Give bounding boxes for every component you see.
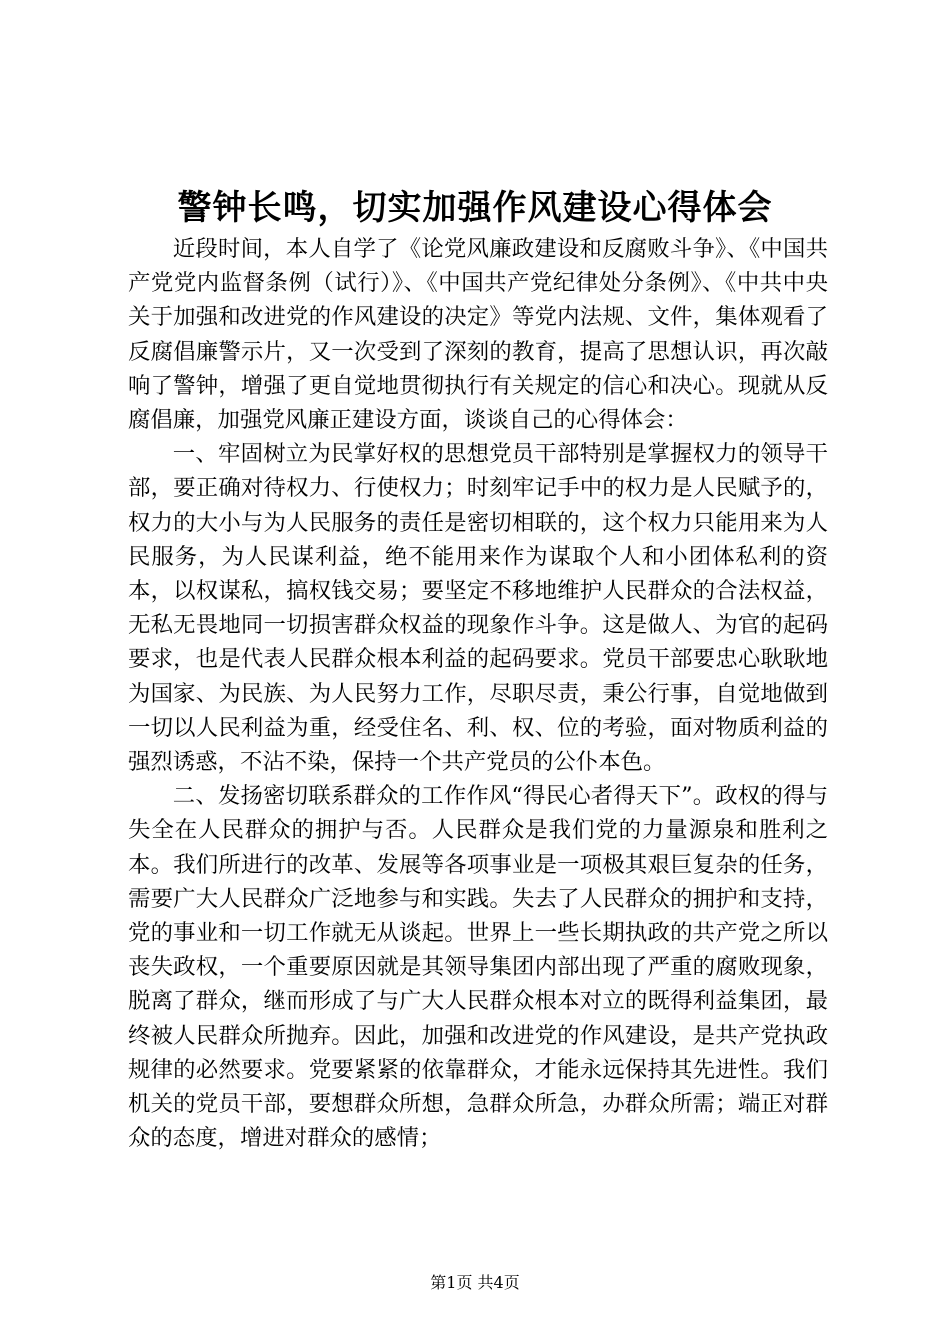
paragraph-intro: 近段时间，本人自学了《论党风廉政建设和反腐败斗争》、《中国共产党党内监督条例（试行）》、《中国共产党纪律处分条例》、《中共中央关于加强和改进党的作风建设的决定》等党内法规、文件，集体观看了反腐倡廉警示片，又一次受到了深刻的教育，提高了思想认识，再次敲响了警钟，增强了更自觉地贯彻执行有关规定的信心和决心。现就从反腐倡廉，加强党风廉正建设方面，谈谈自己的心得体会： — [128, 236, 828, 434]
document-body — [128, 232, 828, 1155]
document-title: 警钟长鸣，切实加强作风建设心得体会 — [177, 188, 773, 228]
paragraph-section-one: 一、牢固树立为民掌好权的思想党员干部特别是掌握权力的领导干部，要正确对待权力、行使权力；时刻牢记手中的权力是人民赋予的，权力的大小与为人民服务的责任是密切相联的，这个权力只能用来为人民服务，为人民谋利益，绝不能用来作为谋取个人和小团体私利的资本，以权谋私，搞权钱交易；要坚定不移地维护人民群众的合法权益，无私无畏地同一切损害群众权益的现象作斗争。这是做人、为官的起码要求，也是代表人民群众根本利益的起码要求。党员干部要忠心耿耿地为国家、为民族、为人民努力工作，尽职尽责，秉公行事，自觉地做到一切以人民利益为重，经受住名、利、权、位的考验，面对物质利益的强烈诱惑，不沾不染，保持一个共产党员的公仆本色。 — [128, 441, 828, 776]
page-footer: 第1页 共4页 — [430, 1273, 520, 1292]
paragraph-section-two: 二、发扬密切联系群众的工作作风“得民心者得天下”。政权的得与失全在人民群众的拥护与否。人民群众是我们党的力量源泉和胜利之本。我们所进行的改革、发展等各项事业是一项极其艰巨复杂的任务，需要广大人民群众广泛地参与和实践。失去了人民群众的拥护和支持，党的事业和一切工作就无从谈起。世界上一些长期执政的共产党之所以丧失政权，一个重要原因就是其领导集团内部出现了严重的腐败现象，脱离了群众，继而形成了与广大人民群众根本对立的既得利益集团，最终被人民群众所抛弃。因此，加强和改进党的作风建设，是共产党执政规律的必然要求。党要紧紧的依靠群众，才能永远保持其先进性。我们机关的党员干部，要想群众所想，急群众所急，办群众所需；端正对群众的态度，增进对群众的感情； — [128, 783, 828, 1152]
